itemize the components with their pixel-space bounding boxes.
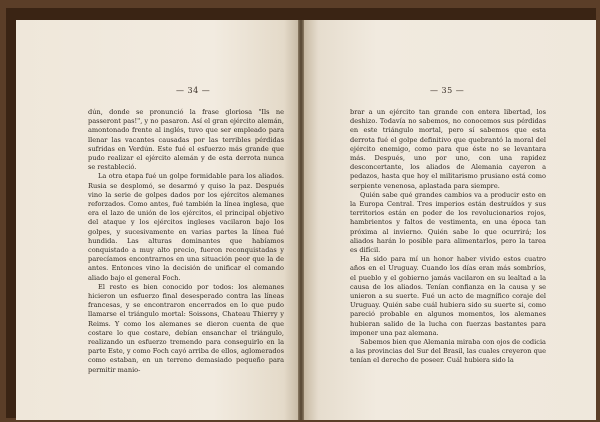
paragraph: La otra etapa fué un golpe formidable para los aliados. Rusia se desplomó, se desarmó y quiso la paz. Después vino la serie de golpes dados por los ejércitos alemanes reforzados. Como antes, fué también la línea inglesa, que era el lazo de unión de los ejércitos, el principal objetivo del ataque y los ejércitos ingleses vacilaron bajo los golpes, y sucesivamente en varias partes la línea fué hundida. Las alturas dominantes que habíamos conquistado a muy alto precio, fueron reconquistadas y parecíamos encontrarnos en una situación peor que la de antes. Entonces vino la decisión de unificar el comando aliado bajo el general Foch. (88, 172, 284, 282)
paragraph: dún, donde se pronunció la frase gloriosa "Ils ne passeront pas!", y no pasaron. Así el gran ejército alemán, amontonado frente al inglés, tuvo que ser empleado para llenar las vacantes causadas por las terribles pérdidas sufridas en Verdún. Este fué el esfuerzo más grande que pudo realizar el ejército alemán y de esta derrota nunca se restableció. (88, 108, 284, 172)
page-number-left: — 34 — (176, 86, 211, 95)
right-page-text (350, 108, 546, 366)
right-page (304, 20, 596, 420)
paragraph: brar a un ejército tan grande con entera libertad, los deshizo. Todavía no sabemos, no conocemos sus pérdidas en este triángulo mortal, pero sí sabemos que esta derrota fué el golpe definitivo que quebrantó la moral del ejército enemigo, como para que éste no se levantara más. Después, uno por uno, con una rapidez desconcertante, los aliados de Alemania cayeron a pedazos, hasta que hoy el militarismo prusiano está como serpiente venenosa, aplastada para siempre. (350, 108, 546, 190)
paragraph: Ha sido para mí un honor haber vivido estos cuatro años en el Uruguay. Cuando los días eran más sombríos, el pueblo y el gobierno jamás vacilaron en su lealtad a la causa de los aliados. Tenían confianza en la causa y se unieron a su suerte. Fué un acto de magnífico coraje del Uruguay. Quién sabe cuál hubiera sido su suerte si, como pareció probable en algunos momentos, los alemanes hubieran salido de la lucha con fuerzas bastantes para imponer una paz alemana. (350, 255, 546, 337)
open-book (6, 8, 596, 418)
page-number-right: — 35 — (430, 86, 465, 95)
paragraph: Sabemos bien que Alemania miraba con ojos de codicia a las provincias del Sur del Brasil, las cuales creyeron que tenían el derecho de poseer. Cuál hubiera sido la (350, 338, 546, 365)
left-page-text (88, 108, 284, 375)
paragraph: El resto es bien conocido por todos: los alemanes hicieron un esfuerzo final desesperado contra las líneas francesas, y se encontraron encerrados en lo que pudo llamarse el triángulo mortal: Soissons, Chateau Thierry y Reims. Y como los alemanes se dieron cuenta de que costare lo que costare, debían ensanchar el triángulo, realizando un esfuerzo tremendo para conseguirlo en la parte Este, y como Foch cayó arriba de ellos, aglomerados como estaban, en un terreno demasiado pequeño para permitir manio- (88, 282, 284, 374)
left-page (16, 20, 298, 420)
paragraph: Quién sabe qué grandes cambios va a producir esto en la Europa Central. Tres imperios están destruídos y sus territorios están en poder de los revolucionarios rojos, hambrientos y faltos de vestimenta, en una época tan próxima al invierno. Quién sabe lo que ocurrirá; los aliados harán lo posible para alimentarlos, pero la tarea es difícil. (350, 190, 546, 255)
